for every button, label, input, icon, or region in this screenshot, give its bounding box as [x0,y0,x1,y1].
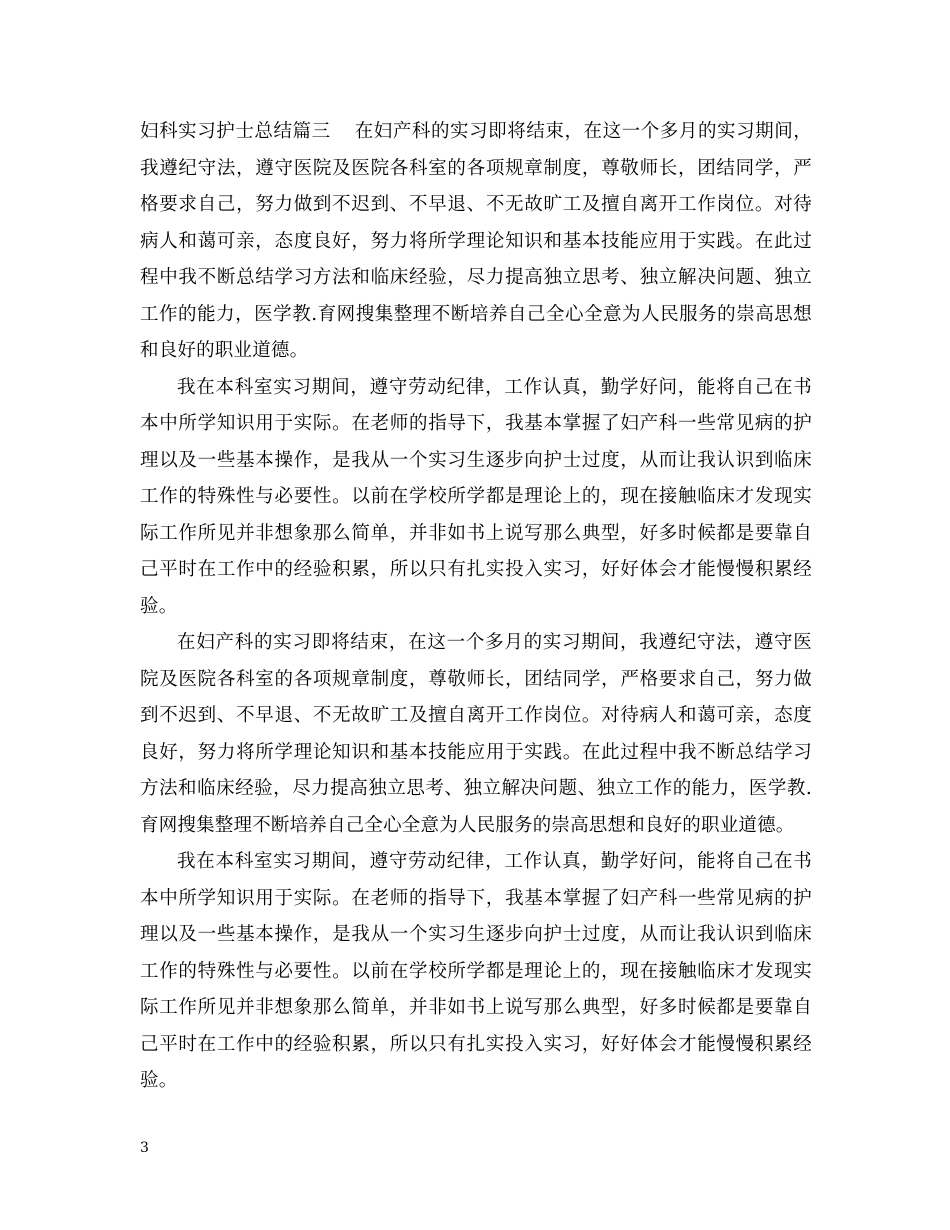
document-heading: 妇科实习护士总结篇三 [140,121,331,142]
paragraph-1 [140,114,812,370]
paragraph-1-text: 在妇产科的实习即将结束，在这一个多月的实习期间，我遵纪守法，遵守医院及医院各科室的各项规章制度，尊敬师长，团结同学，严格要求自己，努力做到不迟到、不早退、不无故旷工及擅自离开工作岗位。对待病人和蔼可亲，态度良好，努力将所学理论知识和基本技能应用于实践。在此过程中我不断总结学习方法和临床经验，尽力提高独立思考、独立解决问题、独立工作的能力，医学教.育网搜集整理不断培养自己全心全意为人民服务的崇高思想和良好的职业道德。 [140,121,812,361]
document-body [140,114,812,1100]
page-number: 3 [140,1140,149,1156]
paragraph-3: 在妇产科的实习即将结束，在这一个多月的实习期间，我遵纪守法，遵守医院及医院各科室的各项规章制度，尊敬师长，团结同学，严格要求自己，努力做到不迟到、不早退、不无故旷工及擅自离开工作岗位。对待病人和蔼可亲，态度良好，努力将所学理论知识和基本技能应用于实践。在此过程中我不断总结学习方法和临床经验，尽力提高独立思考、独立解决问题、独立工作的能力，医学教.育网搜集整理不断培养自己全心全意为人民服务的崇高思想和良好的职业道德。 [140,632,812,836]
paragraph-4: 我在本科室实习期间，遵守劳动纪律，工作认真，勤学好问，能将自己在书本中所学知识用于实际。在老师的指导下，我基本掌握了妇产科一些常见病的护理以及一些基本操作，是我从一个实习生逐步向护士过度，从而让我认识到临床工作的特殊性与必要性。以前在学校所学都是理论上的，现在接触临床才发现实际工作所见并非想象那么简单，并非如书上说写那么典型，好多时候都是要靠自己平时在工作中的经验积累，所以只有扎实投入实习，好好体会才能慢慢积累经验。 [140,851,812,1091]
paragraph-2: 我在本科室实习期间，遵守劳动纪律，工作认真，勤学好问，能将自己在书本中所学知识用于实际。在老师的指导下，我基本掌握了妇产科一些常见病的护理以及一些基本操作，是我从一个实习生逐步向护士过度，从而让我认识到临床工作的特殊性与必要性。以前在学校所学都是理论上的，现在接触临床才发现实际工作所见并非想象那么简单，并非如书上说写那么典型，好多时候都是要靠自己平时在工作中的经验积累，所以只有扎实投入实习，好好体会才能慢慢积累经验。 [140,376,812,617]
